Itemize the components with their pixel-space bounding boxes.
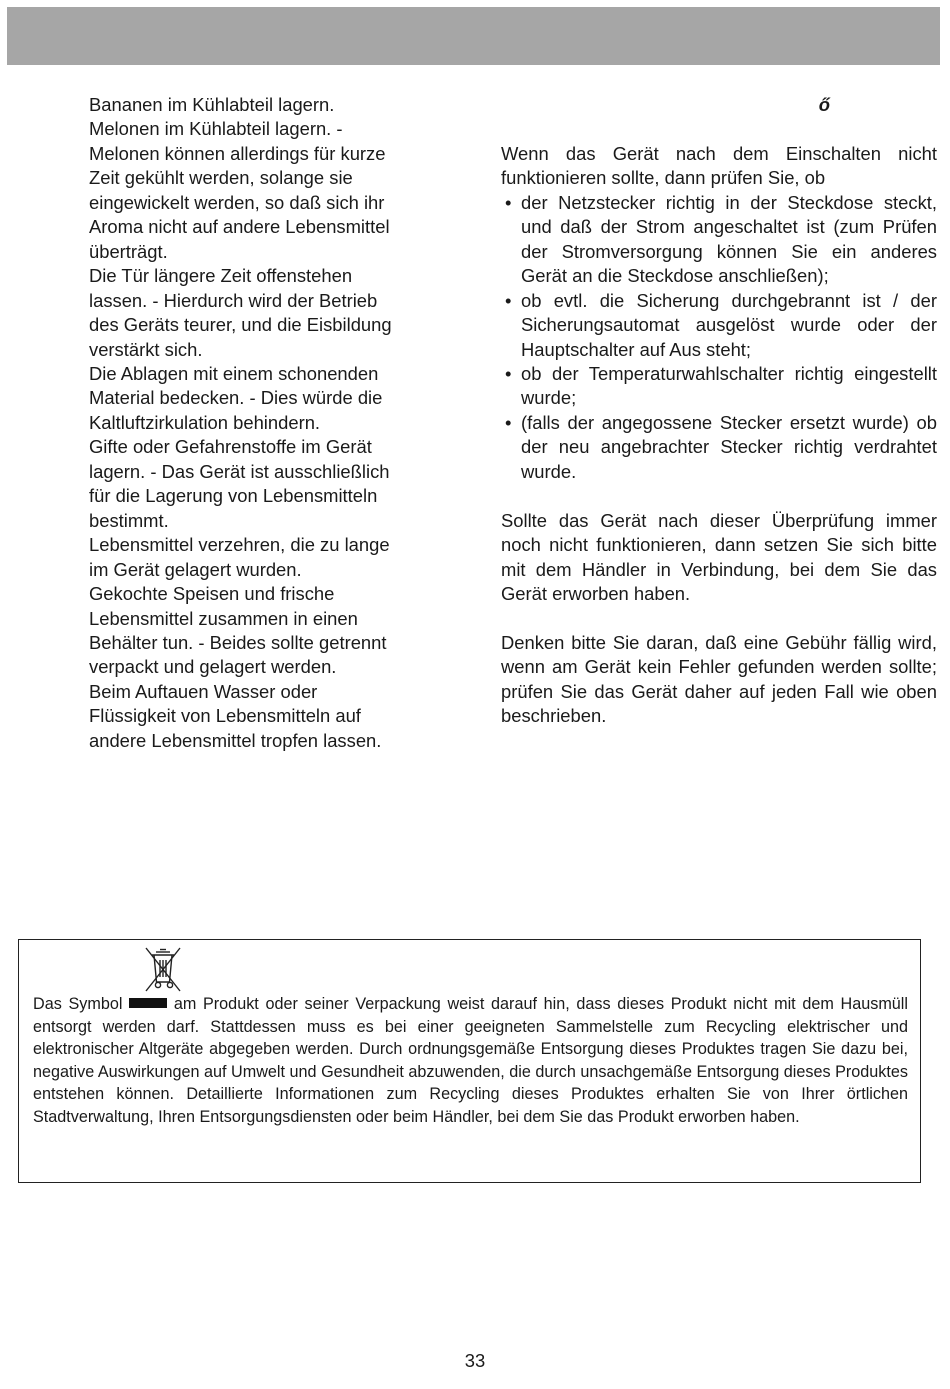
left-line: Melonen im Kühlabteil lagern. - <box>89 118 343 140</box>
left-line: bestimmt. <box>89 509 169 531</box>
header-bar <box>7 7 940 65</box>
left-column <box>89 93 449 753</box>
paragraph-spacer <box>501 606 937 630</box>
disposal-notice-text <box>33 993 908 1129</box>
left-line: verstärkt sich. <box>89 338 203 360</box>
left-line: Zeit gekühlt werden, solange sie <box>89 167 353 189</box>
disposal-notice-box <box>18 939 921 1183</box>
bullet-icon: • <box>505 191 512 213</box>
left-line: Kaltluftzirkulation behindern. <box>89 411 321 433</box>
bullet-icon: • <box>505 411 512 433</box>
left-line: überträgt. <box>89 240 168 262</box>
left-line: Lebensmittel zusammen in einen <box>89 607 358 629</box>
left-line: lassen. - Hierdurch wird der Betrieb <box>89 289 378 311</box>
paragraph-spacer <box>501 484 937 508</box>
support-paragraph: Sollte das Gerät nach dieser Überprüfung immer noch nicht funktionieren, dann setzen Sie sich bitte mit dem Händler in Verbindung, bei dem Sie das Gerät erworben haben. <box>501 509 937 605</box>
left-line: Behälter tun. - Beides sollte getrennt <box>89 631 387 653</box>
bullet-icon: • <box>505 362 512 384</box>
notice-text-start: Das Symbol <box>33 995 123 1013</box>
left-line: Bananen im Kühlabteil lagern. <box>89 94 335 115</box>
left-line: Die Ablagen mit einem schonenden <box>89 362 379 384</box>
left-line: im Gerät gelagert wurden. <box>89 558 302 580</box>
left-line: des Geräts teurer, und die Eisbildung <box>89 314 392 336</box>
left-line: Flüssigkeit von Lebensmitteln auf <box>89 705 361 727</box>
left-line: andere Lebensmittel tropfen lassen. <box>89 729 382 751</box>
intro-paragraph: Wenn das Gerät nach dem Einschalten nicht funktionieren sollte, dann prüfen Sie, ob <box>501 142 937 189</box>
checklist-item <box>501 289 937 362</box>
page-number: 33 <box>464 1350 486 1371</box>
section-heading: ő <box>818 94 830 115</box>
bullet-icon: • <box>505 289 512 311</box>
left-line: Aroma nicht auf andere Lebensmittel <box>89 216 390 238</box>
right-column <box>501 93 937 729</box>
left-line: Beim Auftauen Wasser oder <box>89 680 318 702</box>
left-line: verpackt und gelagert werden. <box>89 656 337 678</box>
left-line: eingewickelt werden, so daß sich ihr <box>89 191 385 213</box>
checklist-item <box>501 411 937 484</box>
checklist-item <box>501 191 937 289</box>
checklist-item-text: der Netzstecker richtig in der Steckdose steckt, und daß der Strom angeschaltet ist (zum Prüfen der Stromversorgung können Sie ein anderes Gerät an die Steckdose anschließen); <box>521 191 937 287</box>
left-line: für die Lagerung von Lebensmitteln <box>89 485 378 507</box>
checklist-item-text: ob der Temperaturwahlschalter richtig eingestellt wurde; <box>521 362 937 409</box>
left-line: Material bedecken. - Dies würde die <box>89 387 383 409</box>
crossed-out-wheelie-bin-icon <box>143 946 183 994</box>
checklist-item-text: (falls der angegossene Stecker ersetzt wurde) ob der neu angebrachter Stecker richtig verdrahtet wurde. <box>521 411 937 482</box>
left-line: Gekochte Speisen und frische <box>89 583 335 605</box>
checklist-item <box>501 362 937 411</box>
notice-text-rest: am Produkt oder seiner Verpackung weist darauf hin, dass dieses Produkt nicht mit dem Hausmüll entsorgt werden darf. Stattdessen muss es bei einer geeigneten Sammelstelle zum Recycling elektrischer und elektronischer Altgeräte abgegeben werden. Durch ordnungsgemäße Entsorgung dieses Produktes tragen Sie dazu bei, negative Auswirkungen auf Umwelt und Gesundheit abzuwenden, die durch unsachgemäße Entsorgung dieses Produktes entstehen können. Detaillierte Informationen zum Recycling dieses Produktes erhalten Sie von Ihrer örtlichen Stadtverwaltung, Ihren Entsorgungsdiensten oder beim Händler, bei dem Sie das Produkt erworben haben. <box>33 995 909 1126</box>
left-line: Lebensmittel verzehren, die zu lange <box>89 534 390 556</box>
left-line: lagern. - Das Gerät ist ausschließlich <box>89 460 390 482</box>
left-line: Gifte oder Gefahrenstoffe im Gerät <box>89 436 372 458</box>
left-line: Melonen können allerdings für kurze <box>89 142 386 164</box>
fee-paragraph: Denken bitte Sie daran, daß eine Gebühr fällig wird, wenn am Gerät kein Fehler gefunden werden sollte; prüfen Sie das Gerät daher auf jeden Fall wie oben beschrieben. <box>501 631 937 727</box>
checklist-item-text: ob evtl. die Sicherung durchgebrannt ist / der Sicherungsautomat ausgelöst wurde oder der Hauptschalter auf Aus steht; <box>521 289 937 360</box>
left-line: Die Tür längere Zeit offenstehen <box>89 265 353 287</box>
weee-bar-symbol <box>129 998 167 1008</box>
